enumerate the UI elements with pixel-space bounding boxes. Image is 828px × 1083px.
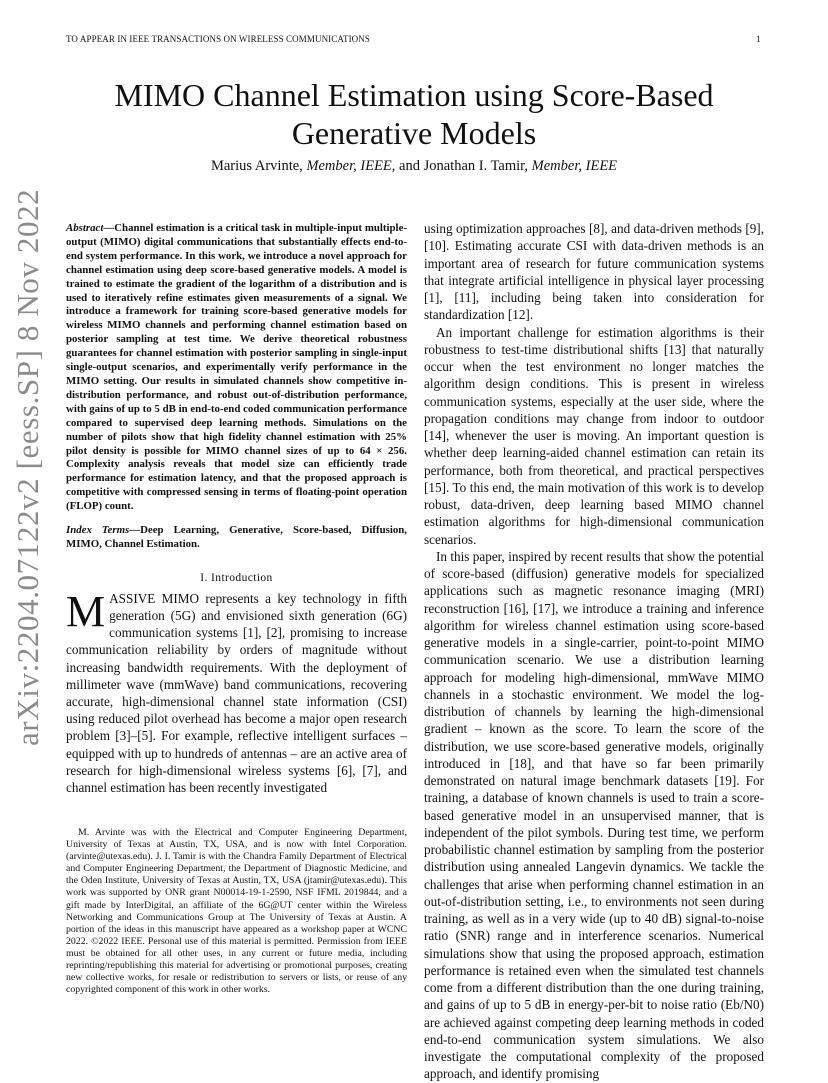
affiliation-footnote xyxy=(66,827,407,996)
journal-header: TO APPEAR IN IEEE TRANSACTIONS ON WIRELESS COMMUNICATIONS xyxy=(66,34,370,44)
abstract-label: Abstract xyxy=(66,222,104,234)
left-column xyxy=(66,222,407,796)
intro-paragraph xyxy=(66,586,407,796)
author-2-role: Member, IEEE xyxy=(531,158,618,174)
arxiv-stamp-text: arXiv:2204.07122v2 [eess.SP] 8 Nov 2022 xyxy=(10,188,45,746)
author-line xyxy=(60,158,768,175)
index-terms xyxy=(66,524,407,552)
right-paragraph-1: using optimization approaches [8], and data-driven methods [9], [10]. Estimating accurate CSI with data-driven methods is an important area of research for future communication systems that integrate artificial intelligence in physical layer processing [1], [11], including being taken into consideration for standardization [12]. xyxy=(424,221,764,323)
index-terms-text: —Deep Learning, Generative, Score-based, Diffusion, MIMO, Channel Estimation. xyxy=(66,524,407,550)
right-paragraph-3: In this paper, inspired by recent results that show the potential of score-based (diffusion) generative models for specialized applications such as magnetic resonance imaging (MRI) reconstruction [16], [17], we introduce a training and inference algorithm for wireless channel estimation using score-based generative models in a single-carrier, point-to-point MIMO communication scenario. We use a distribution learning approach for modeling high-dimensional, mmWave MIMO channels in a stochastic environment. We model the log-distribution of channels by learning the high-dimensional gradient – known as the score. To learn the score of the distribution, we use score-based generative models, originally introduced in [18], and that have so far been primarily demonstrated on natural image benchmark datasets [19]. For training, a database of known channels is used to train a score-based generative model in an unsupervised manner, that is independent of the pilot symbols. During test time, we perform probabilistic channel estimation by sampling from the posterior distribution using annealed Langevin dynamics. We tackle the challenges that arise when performing channel estimation in an out-of-distribution setting, i.e., to environments not seen during training, as well as in a very wide (up to 40 dB) signal-to-noise ratio (SNR) range and in interference scenarios. Numerical simulations show that using the proposed approach, estimation performance is retained even when the simulated test channels come from a different distribution than the one during training, and gains of up to 5 dB in energy-per-bit to noise ratio (Eb/N0) are achieved against competing deep learning methods in coded end-to-end communication system simulations. We also investigate the computational complexity of the proposed approach, and identify promising xyxy=(424,548,764,1082)
right-paragraph-2: An important challenge for estimation algorithms is their robustness to test-time distributional shifts [13] that naturally occur when the test environment no longer matches the algorithm design conditions. This is present in wireless communication systems, especially at the user side, where the propagation conditions may change from indoor to outdoor [14], whenever the user is moving. An important question is whether deep learning-aided channel estimation can retain its performance, both from theoretical, and practical perspectives [15]. To this end, the main motivation of this work is to develop robust, data-driven, deep learning based MIMO channel estimation algorithms for high-dimensional communication scenarios. xyxy=(424,324,764,547)
abstract-text: —Channel estimation is a critical task in multiple-input multiple-output (MIMO) digital communications that substantially effects end-to-end system performance. In this work, we introduce a novel approach for channel estimation using deep score-based generative models. A model is trained to estimate the gradient of the logarithm of a distribution and is used to iteratively refine estimates given measurements of a signal. We introduce a framework for training score-based generative models for wireless MIMO channels and performing channel estimation based on posterior sampling at test time. We derive theoretical robustness guarantees for channel estimation with posterior sampling in single-input single-output scenarios, and experimentally verify performance in the MIMO setting. Our results in simulated channels show competitive in-distribution performance, and robust out-of-distribution performance, with gains of up to 5 dB in end-to-end coded communication performance compared to supervised deep learning methods. Simulations on the number of pilots show that high fidelity channel estimation with 25% pilot density is possible for MIMO channel sizes of up to 64 × 256. Complexity analysis reveals that model size can efficiently trade performance for estimation latency, and that the proposed approach is competitive with compressed sensing in terms of floating-point operation (FLOP) count. xyxy=(66,222,407,513)
section-heading: I. Introduction xyxy=(200,571,273,584)
right-column xyxy=(424,220,764,1083)
abstract xyxy=(66,222,407,514)
footnote-text: M. Arvinte was with the Electrical and Computer Engineering Department, University of Texas at Austin, TX, USA, and is now with Intel Corporation. (arvinte@utexas.edu). J. I. Tamir is with the Chandra Family Department of Electrical and Computer Engineering Department, the Department of Diagnostic Medicine, and the Oden Institute, University of Texas at Austin, TX, USA (jtamir@utexas.edu). This work was supported by ONR grant N00014-19-1-2590, NSF IFML 2019844, and a gift made by InterDigital, an affiliate of the 6G@UT center within the Wireless Networking and Communications Group at The University of Texas at Austin. A portion of the ideas in this manuscript have appeared as a workshop paper at WCNC 2022. ©2022 IEEE. Personal use of this material is permitted. Permission from IEEE must be obtained for all other uses, in any current or future media, including reprinting/republishing this material for advertising or promotional purposes, creating new collective works, for resale or redistribution to servers or lists, or reuse of any copyrighted component of this work in other works. xyxy=(66,827,407,996)
drop-cap: M xyxy=(66,586,106,636)
author-1-role: Member, IEEE, xyxy=(306,158,396,174)
author-conjunction: and xyxy=(399,158,420,174)
author-1: Marius Arvinte, xyxy=(210,158,303,174)
author-2: Jonathan I. Tamir, xyxy=(423,158,529,174)
page-number: 1 xyxy=(756,34,761,44)
arxiv-stamp xyxy=(6,188,46,746)
intro-text: ASSIVE MIMO represents a key technology in fifth generation (5G) and envisioned sixth generation (6G) communication systems [1], [2], promising to increase communication reliability by orders of magnitude without increasing bandwidth requirements. With the deployment of millimeter wave (mmWave) band communications, recovering accurate, high-dimensional channel state information (CSI) using reduced pilot overhead has become a major open research problem [3]–[5]. For example, reflective intelligent surfaces – equipped with up to hundreds of antennas – are an active area of research for high-dimensional wireless systems [6], [7], and channel estimation has been recently investigated xyxy=(66,590,407,796)
paper-title: MIMO Channel Estimation using Score-Based Generative Models xyxy=(114,77,714,151)
index-terms-label: Index Terms xyxy=(66,524,130,537)
